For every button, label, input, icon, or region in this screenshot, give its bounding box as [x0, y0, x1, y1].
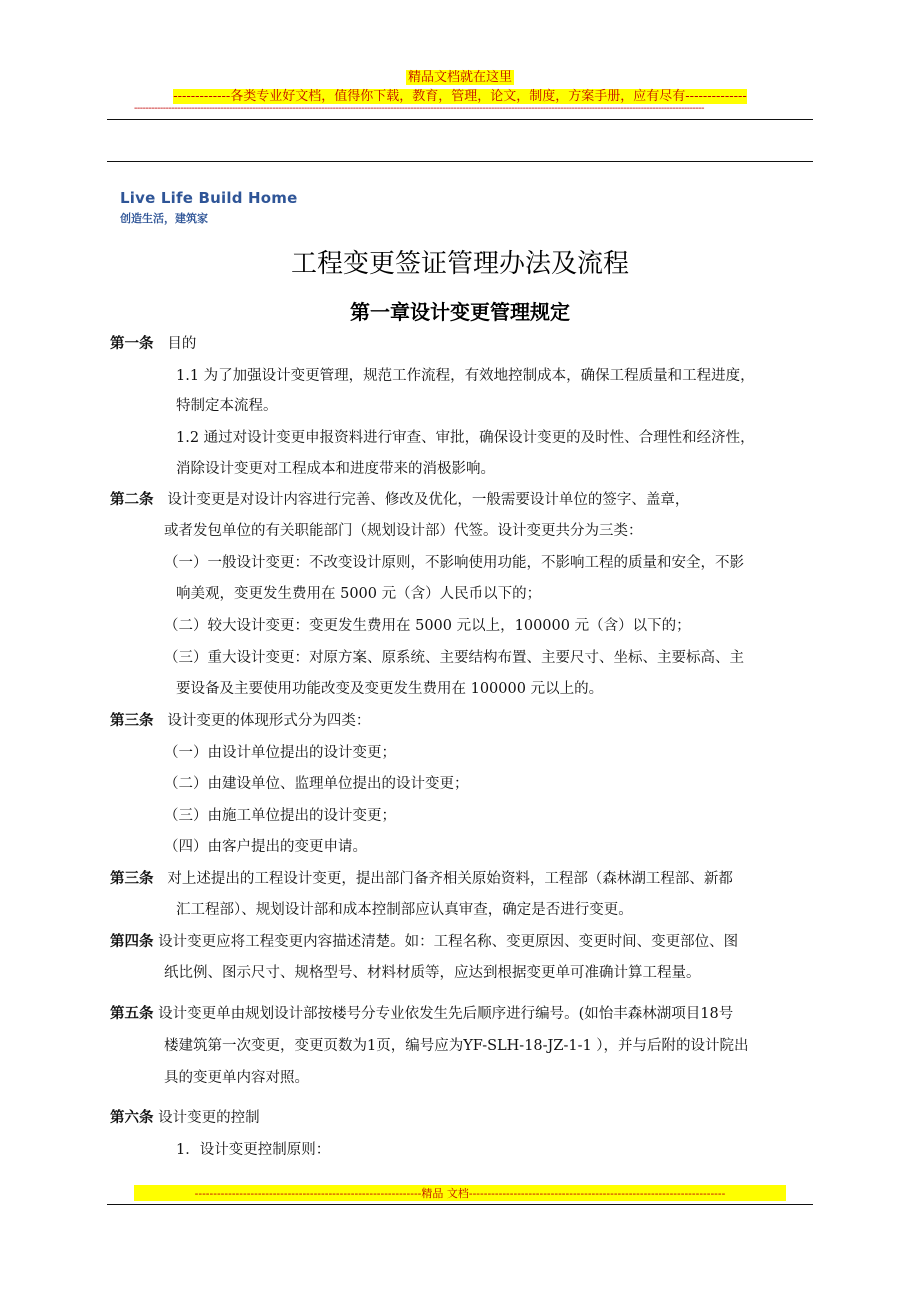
list-item: （三）由施工单位提出的设计变更；	[164, 808, 396, 824]
paragraph-line: 纸比例、图示尺寸、规格型号、材料材质等，应达到根据变更单可准确计算工程量。	[164, 965, 701, 981]
paragraph-line: 要设备及主要使用功能改变及变更发生费用在 100000 元以上的。	[176, 681, 604, 697]
article-line: 第六条 设计变更的控制	[110, 1109, 260, 1126]
paragraph-line: 具的变更单内容对照。	[164, 1070, 309, 1086]
paragraph-line: （一）一般设计变更：不改变设计原则，不影响使用功能，不影响工程的质量和安全，不影	[164, 555, 744, 571]
header-dashes: ------------------------------------------------------------------------------------------------------------------------------------------------------------------------------------------------------	[134, 103, 705, 114]
paragraph-line: 消除设计变更对工程成本和进度带来的消极影响。	[176, 461, 495, 477]
article-line: 第二条 设计变更是对设计内容进行完善、修改及优化，一般需要设计单位的签字、盖章，	[110, 491, 690, 508]
paragraph-line: 响美观，变更发生费用在 5000 元（含）人民币以下的；	[176, 586, 542, 602]
paragraph-line: 1．设计变更控制原则：	[176, 1142, 331, 1158]
logo-text-en: Live Life Build Home	[120, 189, 298, 207]
chapter-heading: 第一章设计变更管理规定	[350, 300, 570, 324]
footer-rule	[107, 1204, 813, 1205]
document-title: 工程变更签证管理办法及流程	[290, 249, 629, 279]
paragraph-line: 或者发包单位的有关职能部门（规划设计部）代签。设计变更共分为三类：	[164, 523, 643, 539]
paragraph-line: 楼建筑第一次变更，变更页数为1页，编号应为YF-SLH-18-JZ-1-1 ），并与后附的设计院出	[164, 1038, 749, 1054]
header-banner: -------------各类专业好文档，值得你下载，教育，管理，论文，制度，方案手册，应有尽有--------------	[173, 89, 747, 104]
logo-text-cn: 创造生活，建筑家	[120, 212, 208, 225]
header-rule	[107, 119, 813, 120]
paragraph-line: 特制定本流程。	[176, 398, 278, 414]
paragraph-line: 1.1 为了加强设计变更管理，规范工作流程，有效地控制成本，确保工程质量和工程进度，	[176, 368, 755, 384]
paragraph-line: 1.2 通过对设计变更申报资料进行审查、审批，确保设计变更的及时性、合理性和经济性，	[176, 430, 755, 446]
article-line: 第五条 设计变更单由规划设计部按楼号分专业依发生先后顺序进行编号。(如怡丰森林湖项目18号	[110, 1005, 734, 1022]
list-item: （一）由设计单位提出的设计变更；	[164, 745, 396, 761]
article-line: 第四条 设计变更应将工程变更内容描述清楚。如：工程名称、变更原因、变更时间、变更部位、图	[110, 933, 739, 950]
article-line: 第一条 目的	[110, 335, 197, 352]
list-item: （二）由建设单位、监理单位提出的设计变更；	[164, 776, 469, 792]
article-line: 第三条 设计变更的体现形式分为四类：	[110, 712, 371, 729]
header-top-note: 精品文档就在这里	[407, 70, 512, 85]
article-line: 第三条 对上述提出的工程设计变更，提出部门备齐相关原始资料，工程部（森林湖工程部、新都	[110, 870, 733, 887]
footer-banner: -------------------------------------------------------------精品 文档---------------------------------------------------------------------	[134, 1185, 786, 1201]
top-rule	[107, 161, 813, 162]
paragraph-line: （三）重大设计变更：对原方案、原系统、主要结构布置、主要尺寸、坐标、主要标高、主	[164, 650, 744, 666]
paragraph-line: （二）较大设计变更：变更发生费用在 5000 元以上，100000 元（含）以下的；	[164, 618, 691, 634]
paragraph-line: 汇工程部）、规划设计部和成本控制部应认真审查，确定是否进行变更。	[176, 902, 633, 918]
list-item: （四）由客户提出的变更申请。	[164, 839, 367, 855]
